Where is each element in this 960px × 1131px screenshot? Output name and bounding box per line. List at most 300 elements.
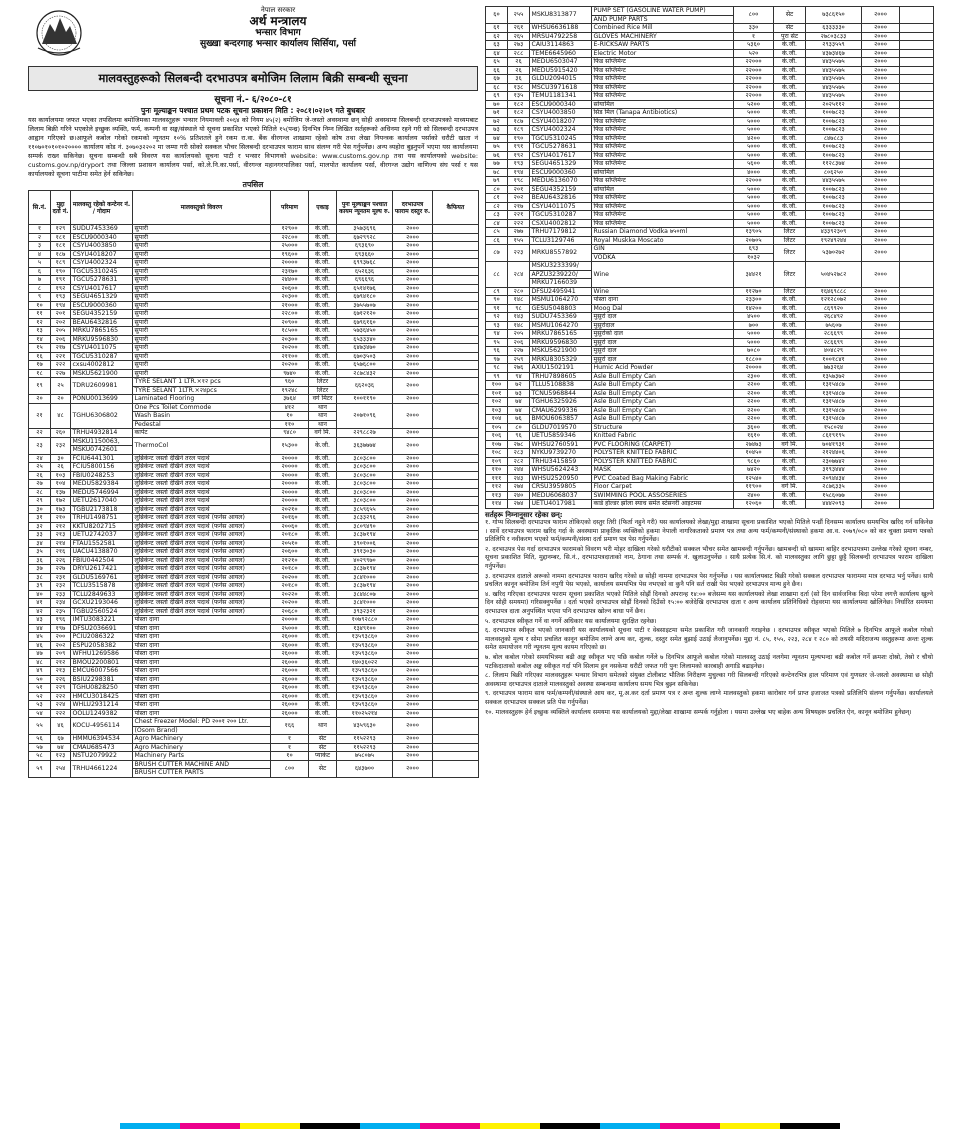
table-row bbox=[486, 330, 934, 339]
remarks-cell bbox=[900, 381, 934, 390]
left-cell: २००० bbox=[393, 395, 433, 404]
right-cell: Russian Diamond Vodka ७५०ml bbox=[592, 228, 734, 237]
left-cell: १८१ bbox=[51, 233, 71, 242]
remarks-cell bbox=[433, 624, 479, 633]
right-cell: ७०८० bbox=[734, 347, 774, 356]
intro-paragraph: यस कार्यालयमा जफत भएका तपसिलमा बमोजिमका मालवस्तुहरू भन्सार नियमावली २०६४ को नियम ४५(२) बमोजिम जे-जस्तो अवस्थामा छन् सोही अवस्थामा सिलबन्दी दरभाउपत्रको माध्यमबाट लिलाम बिक्री गरिने भएकोले इच्छुक व्यक्ति, फर्म, कम्पनी वा सङ्घ/संस्थाले यो सूचना प्रकाशित भएको मितिले १५(पन्ध्र) दिनभित्र निम्न लिखित सर्तहरूको अधिनमा रहने गरी सो सिलबन्दी दरभाउपत्र आह्वान गरिएको छ।आफूले कबोल गरेको रकमको न्यूनतम १०% प्रतिशतले हुने रकम रा.वा. बैंक वीरगन्ज शाखामा रहेको कोष तथा लेखा नियन्त्रक कार्यालय पर्साको धरौटी खाता नं ११०७०१०१०१०२०००० कार्यालय कोड नं. ३०७०३२२०२ मा जम्मा गरी सोको सक्कल भौचर सिलबन्दी दरभाउपत्र फाराम साथ संलग्न गरी पेस गर्नुपर्नेछ। अन्य व्यहोरा बुझ्नुपर्ने भएमा यस कार्यालयमा सम्पर्क राख्न सकिनेछ। सूचना सम्बन्धी सबै विवरण यस कार्यालयको सूचना पाटी र भन्सार विभागको website: www.customs.gov.np तथा यस कार्यालयको website: customs.gov.np/dryport तथा जिल्ला प्रशासन कार्यालय पर्सा, को.ले.नि.का.पर्सा, वीरगन्ज महानगरपालिका पर्सा, मालपोत कार्यालय पर्सा, वीरगन्ज उद्योग वाणिज्य संघ पर्सा र यस कार्यालयको सूचना पाटीमा समेत हेर्न सकिनेछ। bbox=[28, 116, 478, 178]
left-cell: सुपारी bbox=[133, 352, 271, 361]
left-cell: २००० bbox=[393, 743, 433, 752]
row-55: ५५ ४६ KOCU-4956114 Chest Freezer Model: PD २००१ २०० Ltr. १६६ थान ४३५९६३० २००० (Osom Brand) bbox=[29, 718, 479, 735]
left-cell: पोस्ता दाना bbox=[133, 667, 271, 676]
left-cell: ९४८० bbox=[271, 429, 309, 438]
remarks-cell bbox=[900, 449, 934, 458]
right-cell: मुसुरो दाल bbox=[592, 313, 734, 322]
table-row bbox=[29, 242, 479, 251]
left-cell: १७२ bbox=[51, 497, 71, 506]
left-cell: ३८३७१९४ bbox=[337, 531, 393, 540]
right-cell: १०३ bbox=[486, 406, 508, 415]
table-row bbox=[29, 641, 479, 650]
right-cell: २६५ bbox=[508, 32, 530, 41]
right-cell: १९१ bbox=[508, 143, 530, 152]
right-cell: सोयामिल bbox=[592, 185, 734, 194]
right-cell: PVC FLOORING (CARPET) bbox=[592, 440, 734, 449]
right-cell: Wine bbox=[592, 287, 734, 296]
right-cell: ८४ bbox=[486, 219, 508, 228]
left-cell: के.जी. bbox=[309, 344, 337, 353]
left-cell: ३९०१००६ bbox=[337, 539, 393, 548]
schedule-heading: तपसिल bbox=[242, 180, 264, 189]
left-cell: २१३ bbox=[51, 531, 71, 540]
row-59: ५९ २५४ TRHU4661224 BRUSH CUTTER MACHINE AND ८०० सेट ६४३७०० २००० BRUSH CUTTER PARTS bbox=[29, 760, 479, 777]
left-cell: लुब्रिकेन्ट जस्तो देखिने तरल पदार्थ (फर्नेस आयल) bbox=[133, 531, 271, 540]
left-cell: ५७३६४५० bbox=[337, 327, 393, 336]
left-cell: २०२०० bbox=[271, 361, 309, 370]
right-cell: २००० bbox=[862, 219, 900, 228]
table-row bbox=[29, 548, 479, 557]
right-cell: १००७८२३ bbox=[806, 117, 862, 126]
right-cell: SWIMMING POOL ASSOSERIES bbox=[592, 491, 734, 500]
remarks-cell bbox=[433, 301, 479, 310]
left-cell: ३३ bbox=[29, 531, 51, 540]
condition-item: २. दरभाउपत्र पेस गर्दा दरभाउपत्र फारामको विवरण भरी मोहर दाखिला गरेको धरौटीको सक्कल भौचर समेत खामबन्दी गर्नुपर्नेछ। खामबन्दी सो खाममा बाहिर दरभाउपत्रमा उल्लेख गरेको सूचना नम्बर, सूचना प्रकाशित मिति, मुद्दानम्बर, सि.नं., दरभाउपत्रदाताको नाम, ठेगाना तथा सम्पर्क नं. खुलाउनुपर्नेछ । साथै प्रत्येक सि.नं. को मालवस्तुका लागि छुट्टा छुट्टै सिलबन्दी दरभाउपत्र फाराम दाखिला गर्नुपर्नेछ। bbox=[485, 545, 933, 571]
left-cell: ५७ bbox=[29, 743, 51, 752]
remarks-cell bbox=[433, 573, 479, 582]
left-cell: २०० bbox=[51, 633, 71, 642]
right-cell: १९४ bbox=[508, 168, 530, 177]
left-cell: ५४ bbox=[29, 709, 51, 718]
left-cell: TCLU3515878 bbox=[71, 582, 133, 591]
left-cell: २०००० bbox=[271, 259, 309, 268]
right-cell: ४०४८२९ bbox=[806, 347, 862, 356]
right-cell: ११४ bbox=[486, 500, 508, 509]
right-cell: ८१ bbox=[486, 194, 508, 203]
table-row bbox=[486, 168, 934, 177]
right-cell: २००० bbox=[862, 304, 900, 313]
left-cell: २०६८० bbox=[271, 607, 309, 616]
table-row bbox=[29, 276, 479, 285]
remarks-cell bbox=[433, 250, 479, 259]
left-cell: ९७४० bbox=[271, 369, 309, 378]
remarks-cell bbox=[433, 616, 479, 625]
left-cell: पोस्ता दाना bbox=[133, 675, 271, 684]
remarks-cell bbox=[900, 202, 934, 211]
left-cell: NSTU2079922 bbox=[71, 752, 133, 761]
remarks-cell bbox=[900, 432, 934, 441]
table-row bbox=[486, 440, 934, 449]
right-cell: Asle Bull Empty Can bbox=[592, 398, 734, 407]
left-cell: २००० bbox=[393, 301, 433, 310]
right-cell: SEGU4651329 bbox=[530, 160, 592, 169]
right-cell: E-RICKSAW PARTS bbox=[592, 41, 734, 50]
left-cell: TGBU2173818 bbox=[71, 505, 133, 514]
right-cell: १०१ bbox=[486, 389, 508, 398]
remarks-cell bbox=[433, 556, 479, 565]
left-cell: ५१ bbox=[29, 684, 51, 693]
left-cell: २००० bbox=[393, 607, 433, 616]
left-cell: १५ bbox=[29, 344, 51, 353]
table-row bbox=[486, 202, 934, 211]
right-cell: ४२०० bbox=[734, 134, 774, 143]
table-row bbox=[29, 361, 479, 370]
left-cell: WFHU1269586 bbox=[71, 650, 133, 659]
left-cell: GCXU2193046 bbox=[71, 599, 133, 608]
right-cell: सिड मिल (Tanapa Antibiotics) bbox=[592, 109, 734, 118]
table-row bbox=[29, 607, 479, 616]
left-cell: ४९ bbox=[29, 667, 51, 676]
left-cell: पोस्ता दाना bbox=[133, 650, 271, 659]
left-cell: CSYU4002324 bbox=[71, 259, 133, 268]
table-row bbox=[486, 287, 934, 296]
table-row bbox=[486, 41, 934, 50]
right-cell: MEDU6068037 bbox=[530, 491, 592, 500]
condition-item: ६. दरभाउपत्र स्वीकृत भएको जानकारी यस कार्यालयको सूचना पाटी र वेबसाइटमा समेत प्रकाशित गरी जानकारी गराइनेछ । दरभाउपत्र स्वीकृत भएको मितिले ७ दिनभित्र आफूले कबोल गरेको मालवस्तुको मूल्य र सोमा प्रचलित कानून बमोजिम लाग्ने अन्य कर, शुल्क, दस्तुर समेत बुझाई उठाई लैजानुपर्नेछ। मुद्दा नं. ८५, १५५, २२३, २८४ र २८० को तथसी मदिराजन्य वस्तुहरूमा अन्तः शुल्क समेत समायोजन गरी न्यूनतम मूल्य कायम गरिएको छ। bbox=[485, 627, 933, 652]
left-cell: २०००० bbox=[271, 497, 309, 506]
dept-label: भन्सार विभाग bbox=[255, 28, 301, 38]
right-cell: के.जी. bbox=[774, 364, 806, 373]
right-cell: २८२ bbox=[508, 457, 530, 466]
table-row bbox=[29, 429, 479, 438]
left-cell: १३५९३८६० bbox=[337, 701, 393, 710]
right-cell: UETU4017981 bbox=[530, 500, 592, 509]
remarks-cell bbox=[900, 109, 934, 118]
right-cell: MRKU7865165 bbox=[530, 330, 592, 339]
right-cell: के.जी. bbox=[774, 219, 806, 228]
left-cell: SUDU7453369 bbox=[71, 225, 133, 234]
left-cell: ११ bbox=[29, 310, 51, 319]
left-cell: सुपारी bbox=[133, 284, 271, 293]
table-row bbox=[29, 310, 479, 319]
left-cell: सेट bbox=[309, 743, 337, 752]
left-cell: १७३ bbox=[51, 505, 71, 514]
left-cell: ४५ bbox=[29, 633, 51, 642]
left-cell: २००० bbox=[393, 284, 433, 293]
right-cell: ५००० bbox=[734, 194, 774, 203]
left-cell: सुपारी bbox=[133, 276, 271, 285]
table-row bbox=[29, 259, 479, 268]
remarks-cell bbox=[433, 692, 479, 701]
left-cell: २००० bbox=[393, 488, 433, 497]
remarks-cell bbox=[433, 361, 479, 370]
table-row bbox=[486, 185, 934, 194]
left-cell: ESPU2058382 bbox=[71, 641, 133, 650]
left-cell: २००० bbox=[393, 276, 433, 285]
right-cell: १४८ bbox=[508, 296, 530, 305]
right-cell: २००० bbox=[862, 287, 900, 296]
left-cell: लुब्रिकेन्ट जस्तो देखिने तरल पदार्थ (फर्नेस आयल) bbox=[133, 573, 271, 582]
left-cell: ३८०३८०० bbox=[337, 497, 393, 506]
right-cell: CRSU3959805 bbox=[530, 483, 592, 492]
remarks-cell bbox=[900, 219, 934, 228]
remarks-cell bbox=[900, 211, 934, 220]
table-row bbox=[486, 389, 934, 398]
right-cell: फिड सप्लिमेन्ट bbox=[592, 219, 734, 228]
right-cell: १५५ bbox=[508, 236, 530, 245]
left-cell: ESCU9000340 bbox=[71, 233, 133, 242]
right-cell: २००० bbox=[862, 321, 900, 330]
left-cell: के.जी. bbox=[309, 497, 337, 506]
table-row bbox=[486, 83, 934, 92]
left-cell: २००० bbox=[393, 505, 433, 514]
left-cell: लुब्रिकेन्ट जस्तो देखिने तरल पदार्थ (फर्नेस आयल) bbox=[133, 548, 271, 557]
left-cell: १८५०० bbox=[271, 327, 309, 336]
left-cell: २६००० bbox=[271, 675, 309, 684]
right-cell: २००० bbox=[862, 440, 900, 449]
left-cell: २२७ bbox=[51, 369, 71, 378]
right-cell: १९२ bbox=[508, 151, 530, 160]
left-cell: २००० bbox=[393, 522, 433, 531]
table-row bbox=[486, 364, 934, 373]
right-cell: ५००० bbox=[734, 185, 774, 194]
right-cell: ७०० bbox=[734, 321, 774, 330]
left-cell: ५३ bbox=[29, 701, 51, 710]
remarks-cell bbox=[900, 41, 934, 50]
left-cell: के.जी. bbox=[309, 675, 337, 684]
left-cell: १३५९३८६० bbox=[337, 675, 393, 684]
right-cell: १०८ bbox=[486, 449, 508, 458]
left-cell: २००० bbox=[393, 539, 433, 548]
left-cell: ६ bbox=[29, 267, 51, 276]
right-cell: १२१२८०७२ bbox=[806, 296, 862, 305]
right-cell: फिड सप्लिमेन्ट bbox=[592, 211, 734, 220]
right-cell: TGCU5278631 bbox=[530, 143, 592, 152]
left-cell: २०२१० bbox=[271, 505, 309, 514]
right-cell: GLDU2094015 bbox=[530, 75, 592, 84]
left-cell: २ bbox=[29, 233, 51, 242]
left-cell: पोस्ता दाना bbox=[133, 641, 271, 650]
table-header-row bbox=[29, 191, 479, 225]
right-cell: १०५ bbox=[486, 423, 508, 432]
right-cell: १००७८२३ bbox=[806, 219, 862, 228]
left-cell: के.जी. bbox=[309, 701, 337, 710]
left-cell: ३७५५७०७ bbox=[337, 301, 393, 310]
right-cell: ९२ bbox=[486, 313, 508, 322]
table-row bbox=[486, 474, 934, 483]
right-cell: २००० bbox=[862, 389, 900, 398]
left-cell: २२१ bbox=[51, 352, 71, 361]
right-cell: २४३ bbox=[508, 474, 530, 483]
right-cell: के.जी. bbox=[774, 296, 806, 305]
left-items-table bbox=[28, 190, 479, 778]
col-qty: परिमाण bbox=[271, 191, 309, 225]
left-cell: १२९०० bbox=[271, 225, 309, 234]
right-cell: १०२ bbox=[486, 398, 508, 407]
left-cell: २६० bbox=[51, 429, 71, 438]
left-cell: Machinery Parts bbox=[133, 752, 271, 761]
right-cell: २६ bbox=[508, 66, 530, 75]
right-cell: CSYU4003850 bbox=[530, 109, 592, 118]
table-row bbox=[29, 709, 479, 718]
left-cell: cxsu4002812 bbox=[71, 361, 133, 370]
right-cell: CAIU3114863 bbox=[530, 41, 592, 50]
left-cell: २०२ bbox=[51, 641, 71, 650]
right-cell: फिड सप्लिमेन्ट bbox=[592, 151, 734, 160]
right-cell: Electric Motor bbox=[592, 49, 734, 58]
left-cell: Agro Machinery bbox=[133, 743, 271, 752]
left-cell: लुब्रिकेन्ट जस्तो देखिने तरल पदार्थ (फर्नेस आयल) bbox=[133, 582, 271, 591]
left-cell: १३५९३८६० bbox=[337, 633, 393, 642]
left-cell: २००० bbox=[393, 709, 433, 718]
left-cell: सुपारी bbox=[133, 259, 271, 268]
left-cell: ९ bbox=[29, 293, 51, 302]
remarks-cell bbox=[433, 735, 479, 744]
table-row bbox=[29, 735, 479, 744]
table-row bbox=[29, 225, 479, 234]
table-row bbox=[486, 66, 934, 75]
remarks-cell bbox=[900, 415, 934, 424]
remarks-cell bbox=[900, 75, 934, 84]
left-cell: के.जी. bbox=[309, 293, 337, 302]
left-cell: ५ bbox=[29, 259, 51, 268]
left-cell: ३८ bbox=[29, 573, 51, 582]
right-cell: २०५ bbox=[508, 330, 530, 339]
left-column bbox=[28, 6, 478, 778]
left-cell: २४ bbox=[29, 454, 51, 463]
right-cell: Asle Bull Empty Can bbox=[592, 415, 734, 424]
remarks-cell bbox=[900, 24, 934, 33]
right-cell: २८० bbox=[508, 287, 530, 296]
right-cell: ७४ bbox=[508, 406, 530, 415]
left-cell: WHLU2931214 bbox=[71, 701, 133, 710]
remarks-cell bbox=[900, 228, 934, 237]
right-cell: २००० bbox=[862, 143, 900, 152]
right-cell: लिटर bbox=[774, 236, 806, 245]
right-cell: MSMU1064270 bbox=[530, 321, 592, 330]
right-cell: के.जी. bbox=[774, 372, 806, 381]
condition-item: १. गोप्य सिलबन्दी दरभाउपत्र फाराम तोकिएको दस्तुर तिरी (फिर्ता नहुने गरी) यस कार्यालयको लेखा/मुद्दा शाखामा सूचना प्रकाशित भएको मितिले पन्ध्रौं दिनसम्म कार्यालय समयभित्र खरिद गर्न सकिनेछ । सार्वे दरभाउपत्र फाराम खरिद गर्दा के अवस्थामा प्राकृतिक व्यक्तिको हकमा नेपाली नागरिकताको प्रमाण पत्र तथा अन्य फर्म/कम्पनी/संस्थाको हकमा आ.व. २०७९/०८० को कर चुक्ता प्रमाण पत्रको प्रतिलिपि र नवीकरण भएको फर्म/कम्पनी/संस्था दर्ता प्रमाण पत्र पेस गर्नुपर्नेछ। bbox=[485, 519, 933, 544]
left-cell: के.जी. bbox=[309, 454, 337, 463]
left-cell: सेट bbox=[309, 735, 337, 744]
left-cell: २६००० bbox=[271, 667, 309, 676]
right-cell: ६७ bbox=[486, 75, 508, 84]
left-cell: के.जी. bbox=[309, 514, 337, 523]
right-cell: के.जी. bbox=[774, 168, 806, 177]
right-cell: कार्ड होल्डर झोला स्याच समेत स्टेसनरी आइटमस bbox=[592, 500, 734, 509]
right-cell: ९५ bbox=[486, 338, 508, 347]
left-cell: ३८०३८०० bbox=[337, 480, 393, 489]
right-cell: WHSU2520950 bbox=[530, 474, 592, 483]
left-cell: ३८०३८०० bbox=[337, 454, 393, 463]
right-cell: ६८ bbox=[486, 83, 508, 92]
condition-item: ५. दरभाउपत्र स्वीकृत गर्ने वा नगर्ने अधिकार यस कार्यालयमा सुरक्षित रहनेछ। bbox=[485, 617, 657, 625]
right-cell: ७२ bbox=[486, 117, 508, 126]
remarks-cell bbox=[433, 590, 479, 599]
remarks-cell bbox=[900, 32, 934, 41]
right-cell: ५००० bbox=[734, 151, 774, 160]
table-row bbox=[486, 500, 934, 509]
col-desc: मालवस्तुको विवरण bbox=[133, 191, 271, 225]
right-cell: Humic Acid Powder bbox=[592, 364, 734, 373]
left-cell: २२६ bbox=[51, 556, 71, 565]
left-cell: २००० bbox=[393, 497, 433, 506]
right-cell: १३९०५ bbox=[734, 228, 774, 237]
table-row bbox=[486, 398, 934, 407]
table-row bbox=[486, 126, 934, 135]
table-row bbox=[486, 415, 934, 424]
right-cell: PVC Coated Bag Making Fabric bbox=[592, 474, 734, 483]
table-row bbox=[486, 449, 934, 458]
left-cell: ३८३३२९६ bbox=[337, 514, 393, 523]
right-cell: १०६ bbox=[486, 432, 508, 441]
left-cell: १९१ bbox=[51, 276, 71, 285]
table-row bbox=[29, 582, 479, 591]
right-cell: १४८ bbox=[508, 321, 530, 330]
remarks-cell bbox=[900, 287, 934, 296]
remarks-cell bbox=[900, 440, 934, 449]
right-cell: २००० bbox=[862, 75, 900, 84]
left-cell: के.जी. bbox=[309, 709, 337, 718]
right-cell: २००० bbox=[862, 296, 900, 305]
right-cell: ८०६२५० bbox=[806, 168, 862, 177]
remarks-cell bbox=[433, 709, 479, 718]
left-cell: २२६ bbox=[51, 675, 71, 684]
left-cell: ६९९३७६८ bbox=[337, 259, 393, 268]
left-cell: २००० bbox=[393, 565, 433, 574]
table-row bbox=[29, 318, 479, 327]
right-cell: के.जी. bbox=[774, 160, 806, 169]
left-cell: पोस्ता दाना bbox=[133, 701, 271, 710]
right-cell: ४४३५५७५ bbox=[806, 83, 862, 92]
right-cell: के.जी. bbox=[774, 398, 806, 407]
left-cell: १४ bbox=[29, 335, 51, 344]
right-cell: MRSU4792258 bbox=[530, 32, 592, 41]
right-cell: ११२८३७४ bbox=[806, 160, 862, 169]
left-cell: २००० bbox=[393, 616, 433, 625]
remarks-cell bbox=[433, 539, 479, 548]
right-cell: २००० bbox=[862, 347, 900, 356]
left-cell: ४८ bbox=[29, 658, 51, 667]
left-cell: लुब्रिकेन्ट जस्तो देखिने तरल पदार्थ (फर्नेस आयल) bbox=[133, 514, 271, 523]
left-cell: KKTU8202715 bbox=[71, 522, 133, 531]
right-cell: २००० bbox=[862, 500, 900, 509]
remarks-cell bbox=[900, 117, 934, 126]
left-cell: २२२ bbox=[51, 692, 71, 701]
right-cell: १६४६९८८८ bbox=[806, 287, 862, 296]
left-cell: २००० bbox=[393, 335, 433, 344]
right-cell: २००० bbox=[862, 202, 900, 211]
left-cell: सुपारी bbox=[133, 233, 271, 242]
right-cell: के.जी. bbox=[774, 449, 806, 458]
left-cell: लुब्रिकेन्ट जस्तो देखिने तरल पदार्थ bbox=[133, 463, 271, 472]
remarks-cell bbox=[433, 225, 479, 234]
table-row bbox=[29, 701, 479, 710]
right-cell: CSYU4011075 bbox=[530, 202, 592, 211]
left-cell: २००० bbox=[393, 650, 433, 659]
right-cell: Asle Bull Empty Can bbox=[592, 406, 734, 415]
right-cell: १००७८२३ bbox=[806, 185, 862, 194]
right-cell: २६ bbox=[508, 58, 530, 67]
left-cell: २१२ bbox=[51, 522, 71, 531]
right-cell: ७३ bbox=[508, 389, 530, 398]
right-cell: ५६०० bbox=[734, 160, 774, 169]
table-row bbox=[486, 491, 934, 500]
color-swatch bbox=[540, 1123, 600, 1129]
right-cell: २००० bbox=[862, 466, 900, 475]
remarks-cell bbox=[433, 242, 479, 251]
right-cell: के.जी. bbox=[774, 381, 806, 390]
remarks-cell bbox=[900, 185, 934, 194]
left-cell: Agro Machinery bbox=[133, 735, 271, 744]
row-21: २१ ४८ TGHU6306802 One Pcs Toilet Commode ४१२ थान २०७१०९६ २००० Wash Basin १० थान Pedestal ११० थान bbox=[29, 403, 479, 429]
remarks-cell bbox=[900, 347, 934, 356]
right-cell: २२०० bbox=[734, 415, 774, 424]
right-cell: २००० bbox=[862, 236, 900, 245]
right-cell: ५२० bbox=[734, 49, 774, 58]
right-cell: २५९ bbox=[508, 355, 530, 364]
right-cell: ESCU9000340 bbox=[530, 100, 592, 109]
right-cell: ४३३९२३०९ bbox=[806, 228, 862, 237]
right-cell: २७७ bbox=[508, 228, 530, 237]
conditions-section bbox=[485, 511, 933, 718]
